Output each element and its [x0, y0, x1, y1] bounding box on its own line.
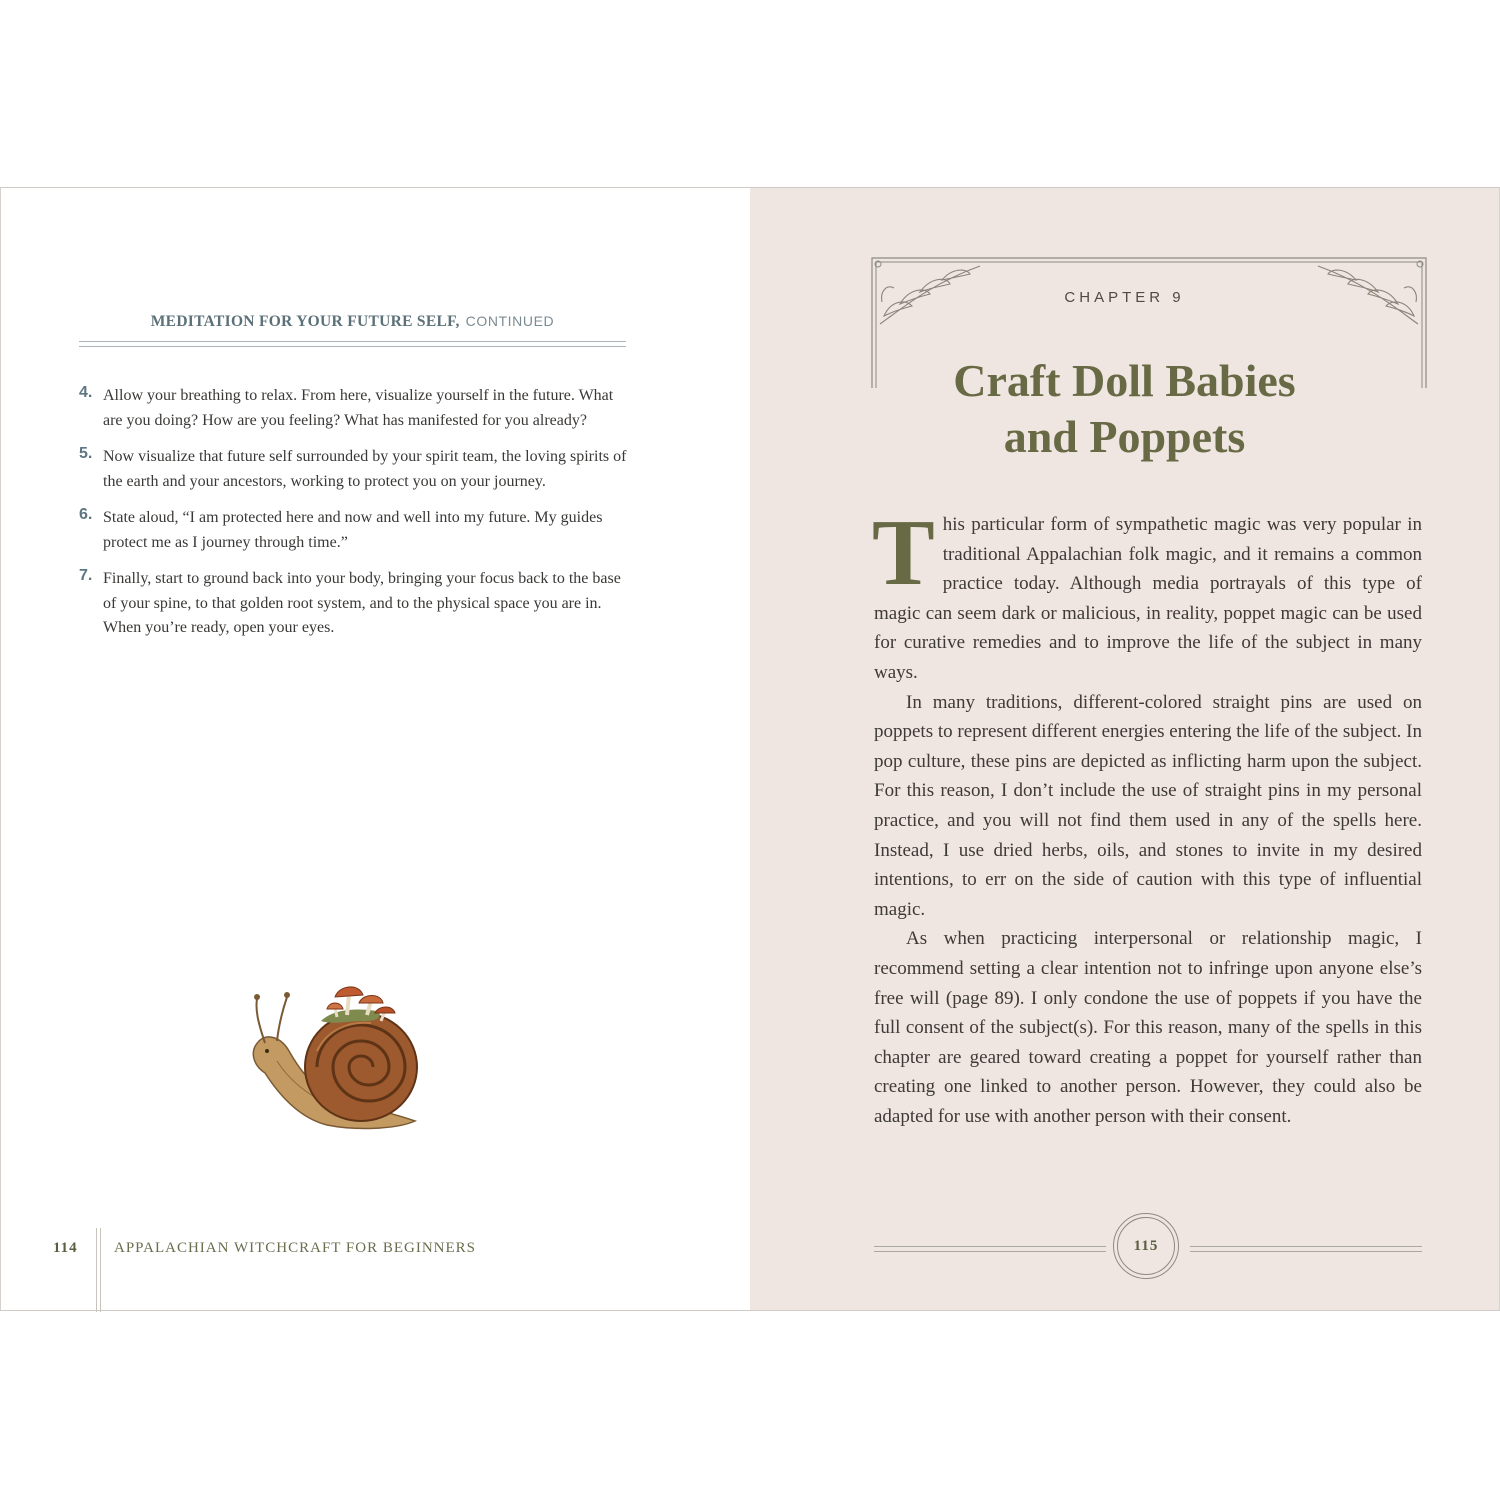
step-text: Allow your breathing to relax. From here, visualize yourself in the future. What are you doing? How are you feeling? What has manifested for you already?	[103, 387, 614, 429]
meditation-steps	[79, 384, 629, 653]
page-number-left: 114	[53, 1240, 78, 1256]
footer-rule-left	[874, 1246, 1106, 1252]
left-page-footer	[1, 1224, 751, 1312]
chapter-title-line-2: and Poppets	[1003, 411, 1246, 462]
step-text: Finally, start to ground back into your body, bringing your focus back to the base of your spine, to that golden root system, and to the physical space you are in. When you’re ready, open your eyes.	[103, 570, 621, 636]
list-item	[79, 384, 629, 433]
right-page-footer	[874, 1213, 1422, 1283]
list-item	[79, 567, 629, 641]
running-head-title: MEDITATION FOR YOUR FUTURE SELF,	[150, 313, 460, 330]
footer-divider	[96, 1228, 101, 1312]
chapter-label: CHAPTER 9	[1064, 289, 1185, 306]
chapter-body	[872, 501, 1422, 1131]
running-head-continued: CONTINUED	[465, 313, 555, 329]
step-number: 7.	[79, 567, 93, 584]
drop-cap: T	[872, 501, 935, 605]
right-page	[750, 188, 1500, 1310]
chapter-title-line-1: Craft Doll Babies	[953, 355, 1296, 406]
step-number: 5.	[79, 445, 93, 462]
snail-with-mushrooms-icon	[247, 981, 423, 1139]
paragraph	[872, 501, 1422, 688]
list-item	[79, 445, 629, 494]
paragraph: As when practicing interpersonal or relationship magic, I recommend setting a clear intention not to infringe upon anyone else’s free will (page 89). I only condone the use of poppets if you have the full consent of the subject(s). For this reason, many of the spells in this chapter are geared toward creating a poppet for yourself rather than creating one linked to another person. However, they could also be adapted for use with another person with their consent.	[874, 928, 1422, 1127]
footer-rule-right	[1190, 1246, 1422, 1252]
book-spread	[0, 187, 1500, 1311]
chapter-title	[750, 353, 1499, 465]
step-number: 4.	[79, 384, 93, 401]
step-text: State aloud, “I am protected here and now and well into my future. My guides protect me as I journey through time.”	[103, 509, 603, 551]
running-head	[79, 313, 626, 331]
left-page	[0, 188, 750, 1310]
paragraph: In many traditions, different-colored straight pins are used on poppets to represent different energies entering the life of the subject. In pop culture, these pins are depicted as inflicting harm upon the subject. For this reason, I don’t include the use of straight pins in my personal practice, and you will not find them used in any of the spells here. Instead, I use dried herbs, oils, and stones to invite in my desired intentions, to err on the side of caution with this type of influential magic.	[874, 691, 1422, 920]
step-text: Now visualize that future self surrounded by your spirit team, the loving spirits of the earth and your ancestors, working to protect you on your journey.	[103, 448, 627, 490]
running-head-rule	[79, 341, 626, 347]
paragraph-text: his particular form of sympathetic magic was very popular in traditional Appalachian folk magic, and it remains a common practice today. Although media portrayals of this type of magic can seem dark or malicious, in reality, poppet magic can be used for curative remedies and to improve the life of the subject in many ways.	[874, 514, 1422, 683]
step-number: 6.	[79, 506, 93, 523]
list-item	[79, 506, 629, 555]
book-title: APPALACHIAN WITCHCRAFT FOR BEGINNERS	[114, 1240, 477, 1256]
page-number-badge	[1113, 1213, 1179, 1279]
page-number-right: 115	[1133, 1237, 1159, 1254]
